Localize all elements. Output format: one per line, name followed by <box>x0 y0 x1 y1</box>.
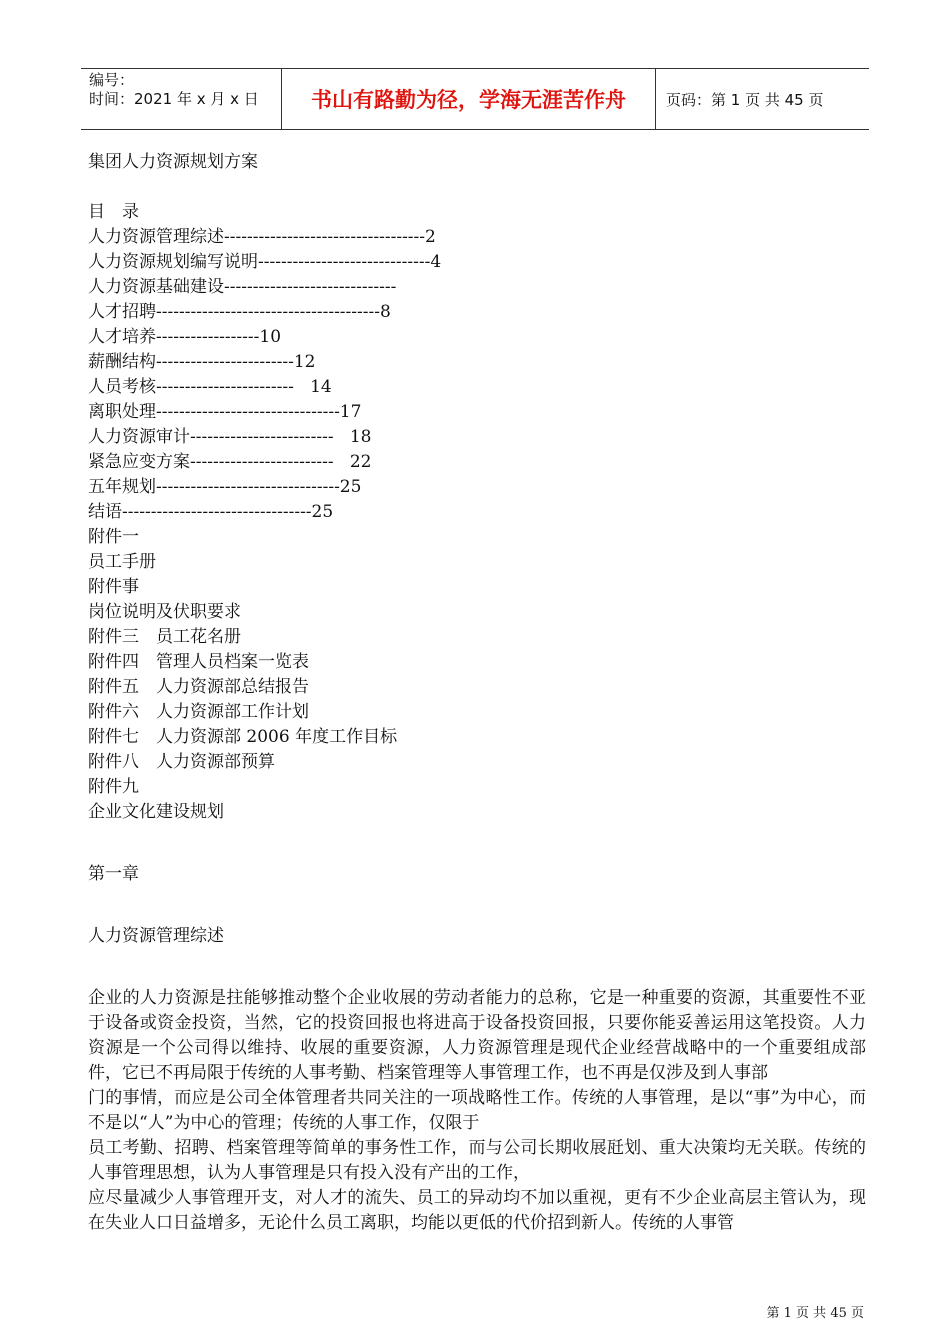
toc-entry: 人才招聘---------------------------------------8 <box>88 302 391 322</box>
chapter-heading: 第一章 <box>88 864 139 884</box>
section-title: 人力资源管理综述 <box>88 926 224 946</box>
header-motto: 书山有路勤为径，学海无涯苦作舟 <box>281 69 656 129</box>
document-number-label: 编号： <box>89 71 135 89</box>
toc-entry: 人才培养------------------10 <box>88 327 282 347</box>
attachment-entry: 附件七 人力资源部 2006 年度工作目标 <box>88 727 398 747</box>
page-footer: 第 1 页 共 45 页 <box>766 1306 864 1321</box>
toc-entry: 离职处理--------------------------------17 <box>88 402 362 422</box>
body-paragraph: 应尽量减少人事管理开支，对人才的流失、员工的异动均不加以重视，更有不少企业高层主管认为，现在失业人口日益增多，无论什么员工离职，均能以更低的代价招到新人。传统的人事管 <box>88 1188 866 1233</box>
attachment-entry: 岗位说明及伏职要求 <box>88 602 241 622</box>
toc-entry: 结语---------------------------------25 <box>88 502 334 522</box>
toc-entry: 薪酬结构------------------------12 <box>88 352 316 372</box>
attachment-entry: 附件五 人力资源部总结报告 <box>88 677 309 697</box>
toc-entry: 五年规划--------------------------------25 <box>88 477 362 497</box>
attachment-entry: 附件事 <box>88 577 139 597</box>
body-paragraph: 门的事情，而应是公司全体管理者共同关注的一项战略性工作。传统的人事管理，是以“事”为中心，而不是以“人”为中心的管理；传统的人事工作，仅限于 <box>88 1088 866 1133</box>
attachment-entry: 企业文化建设规划 <box>88 802 224 822</box>
body-paragraph: 企业的人力资源是拄能够推动整个企业收展的劳动者能力的总称，它是一种重要的资源，其重要性不亚于设备或资金投资，当然，它的投资回报也将进高于设备投资回报，只要你能妥善运用这笔投资。人力资源是一个公司得以维持、收展的重要资源，人力资源管理是现代企业经营战略中的一个重要组成部件，它已不再局限于传统的人事考勤、档案管理等人事管理工作，也不再是仅涉及到人事部 <box>88 988 866 1083</box>
toc-entry: 人员考核------------------------ 14 <box>88 377 332 397</box>
attachment-entry: 附件一 <box>88 527 139 547</box>
header-page-label: 页码：第 1 页 共 45 页 <box>666 90 824 109</box>
toc-entry: 紧急应变方案------------------------- 22 <box>88 452 372 472</box>
doc-title: 集团人力资源规划方案 <box>88 152 258 172</box>
body-paragraph: 员工考勤、招聘、档案管理等简单的事务性工作，而与公司长期收展瓩划、重大决策均无关联。传统的人事管理思想，认为人事管理是只有投入没有产出的工作， <box>88 1138 866 1183</box>
attachment-entry: 附件八 人力资源部预算 <box>88 752 275 772</box>
toc-entry: 人力资源规划编写说明------------------------------4 <box>88 252 442 272</box>
header-meta <box>81 69 281 129</box>
toc-entry: 人力资源基础建设------------------------------ <box>88 277 397 297</box>
document-time-label: 时间：2021 年 x 月 x 日 <box>89 90 259 108</box>
attachment-entry: 员工手册 <box>88 552 156 572</box>
attachment-list <box>88 525 868 825</box>
toc-entry: 人力资源审计------------------------- 18 <box>88 427 372 447</box>
attachment-entry: 附件九 <box>88 777 139 797</box>
attachment-entry: 附件四 管理人员档案一览表 <box>88 652 309 672</box>
document-body <box>88 150 868 1236</box>
toc-list <box>88 225 868 525</box>
attachment-entry: 附件六 人力资源部工作计划 <box>88 702 309 722</box>
attachment-entry: 附件三 员工花名册 <box>88 627 241 647</box>
toc-heading: 目 录 <box>88 202 139 222</box>
toc-entry: 人力资源管理综述-----------------------------------2 <box>88 227 436 247</box>
document-header <box>81 68 869 130</box>
